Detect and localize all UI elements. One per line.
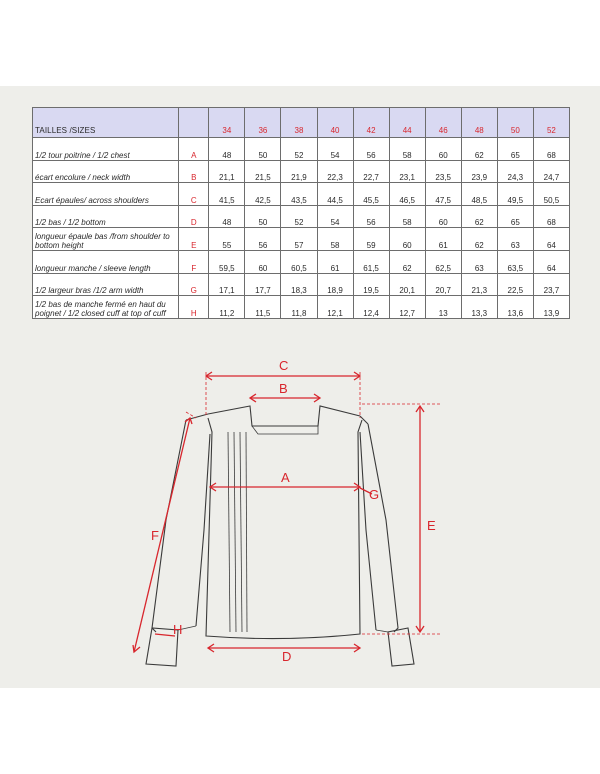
measurement-value: 48	[209, 205, 245, 228]
table-row	[33, 138, 570, 161]
measurement-value: 41,5	[209, 183, 245, 206]
measurement-value: 24,3	[497, 160, 533, 183]
size-header-cell: 50	[497, 108, 533, 138]
placket-line	[240, 432, 242, 632]
measurement-value: 12,1	[317, 296, 353, 319]
measurement-value: 20,1	[389, 273, 425, 296]
measurement-value: 11,2	[209, 296, 245, 319]
table-row	[33, 228, 570, 251]
measurement-value: 12,7	[389, 296, 425, 319]
measurement-letter: D	[179, 205, 209, 228]
measurement-value: 42,5	[245, 183, 281, 206]
measurement-value: 52	[281, 138, 317, 161]
measurement-value: 18,9	[317, 273, 353, 296]
measurement-label: 1/2 tour poitrine / 1/2 chest	[33, 138, 179, 161]
measurement-value: 62	[389, 250, 425, 273]
measurement-value: 21,3	[461, 273, 497, 296]
measurement-value: 60	[389, 228, 425, 251]
measurement-value: 63,5	[497, 250, 533, 273]
measurement-value: 58	[389, 205, 425, 228]
size-header-cell: 48	[461, 108, 497, 138]
label-c: C	[279, 358, 289, 373]
measurement-value: 11,5	[245, 296, 281, 319]
collar-band	[252, 426, 318, 434]
size-header-cell: 42	[353, 108, 389, 138]
measurement-value: 62,5	[425, 250, 461, 273]
dimension-f-line	[134, 418, 190, 652]
right-cuff-top	[376, 630, 388, 632]
measurement-letter: H	[179, 296, 209, 319]
measurement-value: 64	[533, 228, 569, 251]
measurement-letter: G	[179, 273, 209, 296]
size-header-cell: 52	[533, 108, 569, 138]
right-sleeve-outer	[368, 424, 398, 632]
measurement-value: 45,5	[353, 183, 389, 206]
measurement-value: 61	[317, 250, 353, 273]
measurement-value: 60	[425, 205, 461, 228]
shirt-diagram	[0, 340, 600, 680]
measurement-value: 50	[245, 138, 281, 161]
left-sleeve-outer	[152, 420, 186, 632]
measurement-value: 47,5	[425, 183, 461, 206]
shirt-sketch	[146, 406, 414, 666]
label-a: A	[281, 470, 290, 485]
table-body	[33, 138, 570, 319]
measurement-value: 13,3	[461, 296, 497, 319]
measurement-value: 13,9	[533, 296, 569, 319]
size-header-cell: 34	[209, 108, 245, 138]
measurement-value: 60,5	[281, 250, 317, 273]
table-row	[33, 296, 570, 319]
measurement-value: 68	[533, 138, 569, 161]
measurement-value: 49,5	[497, 183, 533, 206]
measurement-value: 22,3	[317, 160, 353, 183]
measurement-value: 23,9	[461, 160, 497, 183]
f-extension-top	[186, 412, 196, 418]
measurement-label: écart encolure / neck width	[33, 160, 179, 183]
measurement-letter: B	[179, 160, 209, 183]
measurement-value: 24,7	[533, 160, 569, 183]
table-row	[33, 183, 570, 206]
measurement-value: 56	[245, 228, 281, 251]
label-d: D	[282, 649, 292, 664]
measurement-value: 62	[461, 228, 497, 251]
measurement-label: Ecart épaules/ across shoulders	[33, 183, 179, 206]
measurement-value: 65	[497, 138, 533, 161]
placket-line	[246, 432, 247, 632]
size-header-cell: 46	[425, 108, 461, 138]
measurement-letter: A	[179, 138, 209, 161]
table-row	[33, 273, 570, 296]
measurement-value: 20,7	[425, 273, 461, 296]
measurement-letter: F	[179, 250, 209, 273]
measurement-value: 23,7	[533, 273, 569, 296]
measurement-value: 54	[317, 205, 353, 228]
label-f: F	[151, 528, 159, 543]
measurement-value: 21,5	[245, 160, 281, 183]
table-row	[33, 250, 570, 273]
collar-outline	[208, 406, 360, 426]
measurement-value: 21,1	[209, 160, 245, 183]
measurement-label: 1/2 bas / 1/2 bottom	[33, 205, 179, 228]
label-g: G	[369, 487, 380, 502]
measurement-value: 58	[317, 228, 353, 251]
label-b: B	[279, 381, 288, 396]
measurement-value: 17,1	[209, 273, 245, 296]
left-sleeve-inner	[196, 434, 210, 626]
measurement-value: 62	[461, 138, 497, 161]
measurement-letter: C	[179, 183, 209, 206]
size-header-cell: 38	[281, 108, 317, 138]
label-e: E	[427, 518, 436, 533]
measurement-value: 61	[425, 228, 461, 251]
measurement-value: 17,7	[245, 273, 281, 296]
measurement-value: 59,5	[209, 250, 245, 273]
measurement-value: 64	[533, 250, 569, 273]
measurement-value: 50,5	[533, 183, 569, 206]
label-h: H	[173, 622, 183, 637]
measurement-value: 62	[461, 205, 497, 228]
measurement-value: 19,5	[353, 273, 389, 296]
measurement-value: 43,5	[281, 183, 317, 206]
measurement-value: 60	[245, 250, 281, 273]
placket-line	[228, 432, 230, 632]
measurement-value: 57	[281, 228, 317, 251]
table-row	[33, 205, 570, 228]
measurement-label: 1/2 largeur bras /1/2 arm width	[33, 273, 179, 296]
dimension-lines	[133, 358, 440, 664]
measurement-value: 56	[353, 205, 389, 228]
measurement-value: 63	[461, 250, 497, 273]
size-header-cell: 36	[245, 108, 281, 138]
measurement-value: 48,5	[461, 183, 497, 206]
table-title: TAILLES /SIZES	[33, 108, 179, 138]
measurement-value: 13,6	[497, 296, 533, 319]
placket-line	[234, 432, 236, 632]
table-header-row	[33, 108, 570, 138]
measurement-label: longueur manche / sleeve length	[33, 250, 179, 273]
measurement-value: 44,5	[317, 183, 353, 206]
measurement-value: 58	[389, 138, 425, 161]
measurement-value: 56	[353, 138, 389, 161]
measurement-value: 23,1	[389, 160, 425, 183]
measurement-value: 22,5	[497, 273, 533, 296]
measurement-value: 21,9	[281, 160, 317, 183]
measurement-value: 65	[497, 205, 533, 228]
measurement-value: 59	[353, 228, 389, 251]
measurement-value: 60	[425, 138, 461, 161]
measurement-value: 63	[497, 228, 533, 251]
measurement-letter: E	[179, 228, 209, 251]
measurement-value: 52	[281, 205, 317, 228]
measurement-value: 46,5	[389, 183, 425, 206]
size-header-cell: 40	[317, 108, 353, 138]
measurement-value: 11,8	[281, 296, 317, 319]
measurement-label: 1/2 bas de manche fermé en haut du poignet / 1/2 closed cuff at top of cuff	[33, 296, 179, 319]
measurement-value: 22,7	[353, 160, 389, 183]
size-chart-table	[32, 107, 570, 319]
measurement-label: longueur épaule bas /from shoulder to bottom height	[33, 228, 179, 251]
dimension-h-line	[155, 634, 175, 636]
measurement-value: 68	[533, 205, 569, 228]
measurement-value: 50	[245, 205, 281, 228]
measurement-value: 54	[317, 138, 353, 161]
measurement-value: 13	[425, 296, 461, 319]
letter-header-cell	[179, 108, 209, 138]
right-sleeve-inner	[360, 432, 376, 630]
measurement-value: 23,5	[425, 160, 461, 183]
measurement-value: 12,4	[353, 296, 389, 319]
measurement-value: 55	[209, 228, 245, 251]
size-header-cell: 44	[389, 108, 425, 138]
right-cuff	[388, 628, 414, 666]
measurement-value: 18,3	[281, 273, 317, 296]
measurement-value: 48	[209, 138, 245, 161]
measurement-value: 61,5	[353, 250, 389, 273]
table-row	[33, 160, 570, 183]
